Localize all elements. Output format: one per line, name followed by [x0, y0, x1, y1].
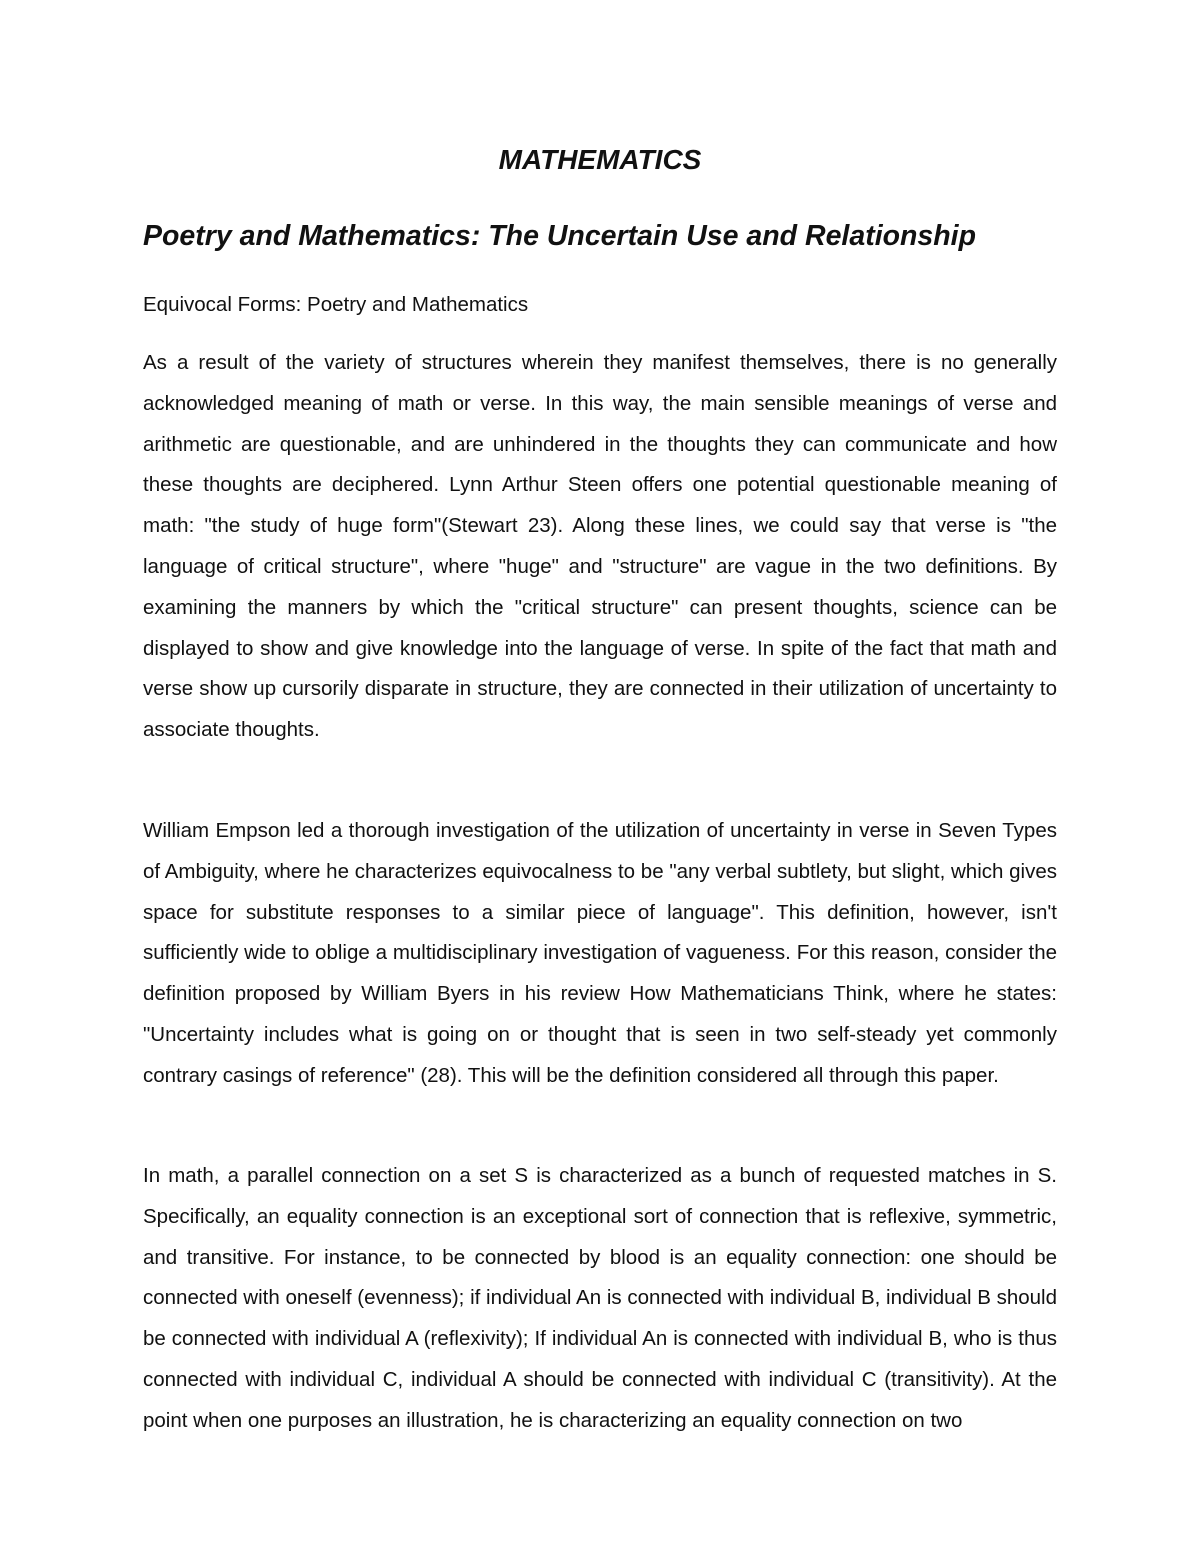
document-title: MATHEMATICS [498, 144, 702, 175]
paragraph-1: As a result of the variety of structures wherein they manifest themselves, there is no generally acknowledged meaning of math or verse. In this way, the main sensible meanings of verse and arithmetic are questionable, and are unhindered in the thoughts they can communicate and how these thoughts are deciphered. Lynn Arthur Steen offers one potential questionable meaning of math: "the study of huge form"(Stewart 23). Along these lines, we could say that verse is "the language of critical structure", where "huge" and "structure" are vague in the two definitions. By examining the manners by which the "critical structure" can present thoughts, science can be displayed to show and give knowledge into the language of verse. In spite of the fact that math and verse show up cursorily disparate in structure, they are connected in their utilization of uncertainty to associate thoughts. [143, 351, 1057, 742]
document-subtitle: Poetry and Mathematics: The Uncertain Use and Relationship [143, 220, 977, 252]
paragraph-2: William Empson led a thorough investigation of the utilization of uncertainty in verse in Seven Types of Ambiguity, where he characterizes equivocalness to be "any verbal subtlety, but slight, which gives space for substitute responses to a similar piece of language". This definition, however, isn't sufficiently wide to oblige a multidisciplinary investigation of vagueness. For this reason, consider the definition proposed by William Byers in his review How Mathematicians Think, where he states: "Uncertainty includes what is going on or thought that is seen in two self-steady yet commonly contrary casings of reference" (28). This will be the definition considered all through this paper. [143, 819, 1057, 1087]
paragraph-3: In math, a parallel connection on a set S is characterized as a bunch of requested matches in S. Specifically, an equality connection is an exceptional sort of connection that is reflexive, symmetric, and transitive. For instance, to be connected by blood is an equality connection: one should be connected with oneself (evenness); if individual An is connected with individual B, individual B should be connected with individual A (reflexivity); If individual An is connected with individual B, who is thus connected with individual C, individual A should be connected with individual C (transitivity). At the point when one purposes an illustration, he is characterizing an equality connection on two [143, 1164, 1057, 1432]
section-heading: Equivocal Forms: Poetry and Mathematics [143, 293, 529, 316]
